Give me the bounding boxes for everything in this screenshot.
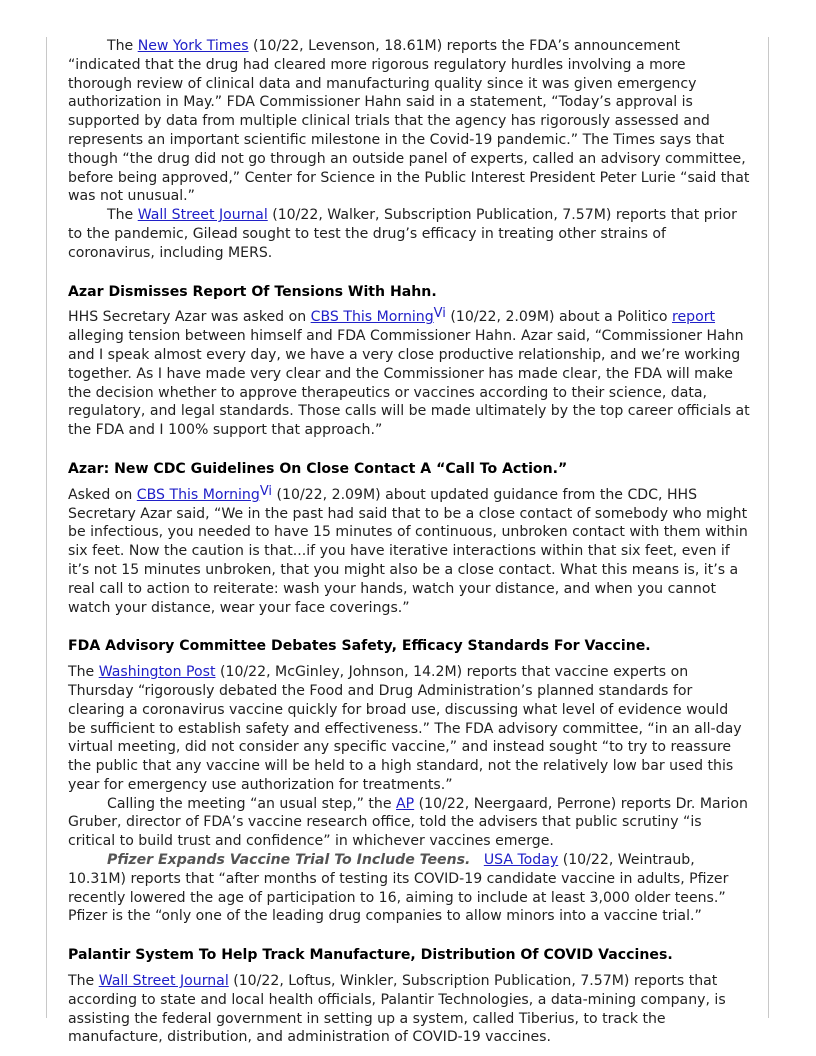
right-margin-rule: [768, 37, 769, 1018]
politico-report-link[interactable]: report: [671, 309, 716, 326]
video-indicator-icon: Vi: [259, 483, 273, 499]
new-york-times-link[interactable]: New York Times: [137, 38, 249, 54]
pfizer-subheading: Pfizer Expands Vaccine Trial To Include Teens.: [107, 852, 471, 869]
cdc-guidelines-paragraph: Asked on CBS This Morning$^{Vi}$ (10/22, 2.09M) about updated guidance from the CDC, HHS Secretary Azar said, “We in the past had said that to be a close contact of somebody who might be infectious, you needed to have 15 minutes of continuous, unbroken contact with them within six feet. Now the caution is that...if you have iterative interactions within that six feet, even if it’s not 15 minutes unbroken, that you might also be a close contact. What this means is, it’s a real call to action to reiterate: wash your hands, watch your distance, and when you cannot watch your distance, wear your face coverings.”: [68, 483, 748, 616]
palantir-paragraph: The Wall Street Journal (10/22, Loftus, Winkler, Subscription Publication, 7.57M) reports that according to state and local health officials, Palantir Technologies, a data-mining company, is assisting the federal government in setting up a system, called Tiberius, to track the manufacture, distribution, and administration of COVID-19 vaccines.: [68, 973, 726, 1046]
video-indicator-icon: Vi: [433, 306, 446, 322]
wall-street-journal-link[interactable]: Wall Street Journal: [98, 973, 229, 990]
section-heading-azar-hahn: Azar Dismisses Report Of Tensions With Hahn.: [68, 283, 437, 300]
nyt-paragraph: The New York Times (10/22, Levenson, 18.61M) reports the FDA’s announcement “indicated that the drug had cleared more rigorous regulatory hurdles involving a more thorough review of clinical data and manufacturing quality since it was given emergency authorization in May.” FDA Commissioner Hahn said in a statement, “Today’s approval is supported by data from multiple clinical trials that the agency has rigorously assessed and represents an important scientific milestone in the Covid-19 pandemic.” The Times says that though “the drug did not go through an outside panel of experts, called an advisory committee, before being approved,” Center for Science in the Public Interest President Peter Lurie “said that was not unusual.”: [68, 38, 750, 205]
cbs-this-morning-link[interactable]: CBS This Morning: [136, 486, 260, 503]
cbs-this-morning-link[interactable]: CBS This Morning: [310, 309, 434, 326]
azar-hahn-paragraph: HHS Secretary Azar was asked on CBS This Morning$^{Vi}$ (10/22, 2.09M) about a Politico report alleging tension between himself and FDA Commissioner Hahn. Azar said, “Commissioner Hahn and I speak almost every day, we have a very close productive relationship, and we’re working together. As I have made very clear and the Commissioner has made clear, the FDA will make the decision whether to approve therapeutics or vaccines according to their science, data, regulatory, and legal standards. Those calls will be made ultimately by the top career officials at the FDA and I 100% support that approach.”: [68, 306, 750, 439]
wall-street-journal-link[interactable]: Wall Street Journal: [137, 207, 268, 224]
washington-post-link[interactable]: Washington Post: [98, 664, 216, 681]
washington-post-paragraph: The Washington Post (10/22, McGinley, Johnson, 14.2M) reports that vaccine experts on Thursday “rigorously debated the Food and Drug Administration’s planned standards for clearing a coronavirus vaccine quickly for broad use, discussing what level of evidence would be sufficient to establish safety and effectiveness.” The FDA advisory committee, “in an all-day virtual meeting, did not consider any specific vaccine,” and instead sought “to try to reassure the public that any vaccine will be held to a high standard, not the relatively low bar used this year for emergency use authorization for treatments.”: [68, 664, 742, 793]
wsj-gilead-paragraph: The Wall Street Journal (10/22, Walker, Subscription Publication, 7.57M) reports that prior to the pandemic, Gilead sought to test the drug’s efficacy in treating other strains of coronavirus, including MERS.: [68, 207, 737, 261]
ap-link[interactable]: AP: [396, 795, 415, 812]
pfizer-paragraph: Pfizer Expands Vaccine Trial To Include Teens. USA Today (10/22, Weintraub, 10.31M) reports that “after months of testing its COVID-19 candidate vaccine in adults, Pfizer recently lowered the age of participation to 16, aiming to include at least 3,000 older teens.” Pfizer is the “only one of the leading drug companies to allow minors into a vaccine trial.”: [68, 852, 729, 925]
usa-today-link[interactable]: USA Today: [483, 852, 559, 869]
section-heading-palantir: Palantir System To Help Track Manufacture, Distribution Of COVID Vaccines.: [68, 947, 673, 964]
left-margin-rule: [46, 37, 47, 1018]
section-heading-fda-advisory: FDA Advisory Committee Debates Safety, Efficacy Standards For Vaccine.: [68, 638, 651, 655]
ap-paragraph: Calling the meeting “an usual step,” the AP (10/22, Neergaard, Perrone) reports Dr. Marion Gruber, director of FDA’s vaccine research office, told the advisers that public scrutiny “is critical to build trust and confidence” in whichever vaccines emerge.: [68, 795, 748, 850]
section-heading-cdc-guidelines: Azar: New CDC Guidelines On Close Contact A “Call To Action.”: [68, 460, 568, 477]
document-page: [68, 37, 750, 1047]
